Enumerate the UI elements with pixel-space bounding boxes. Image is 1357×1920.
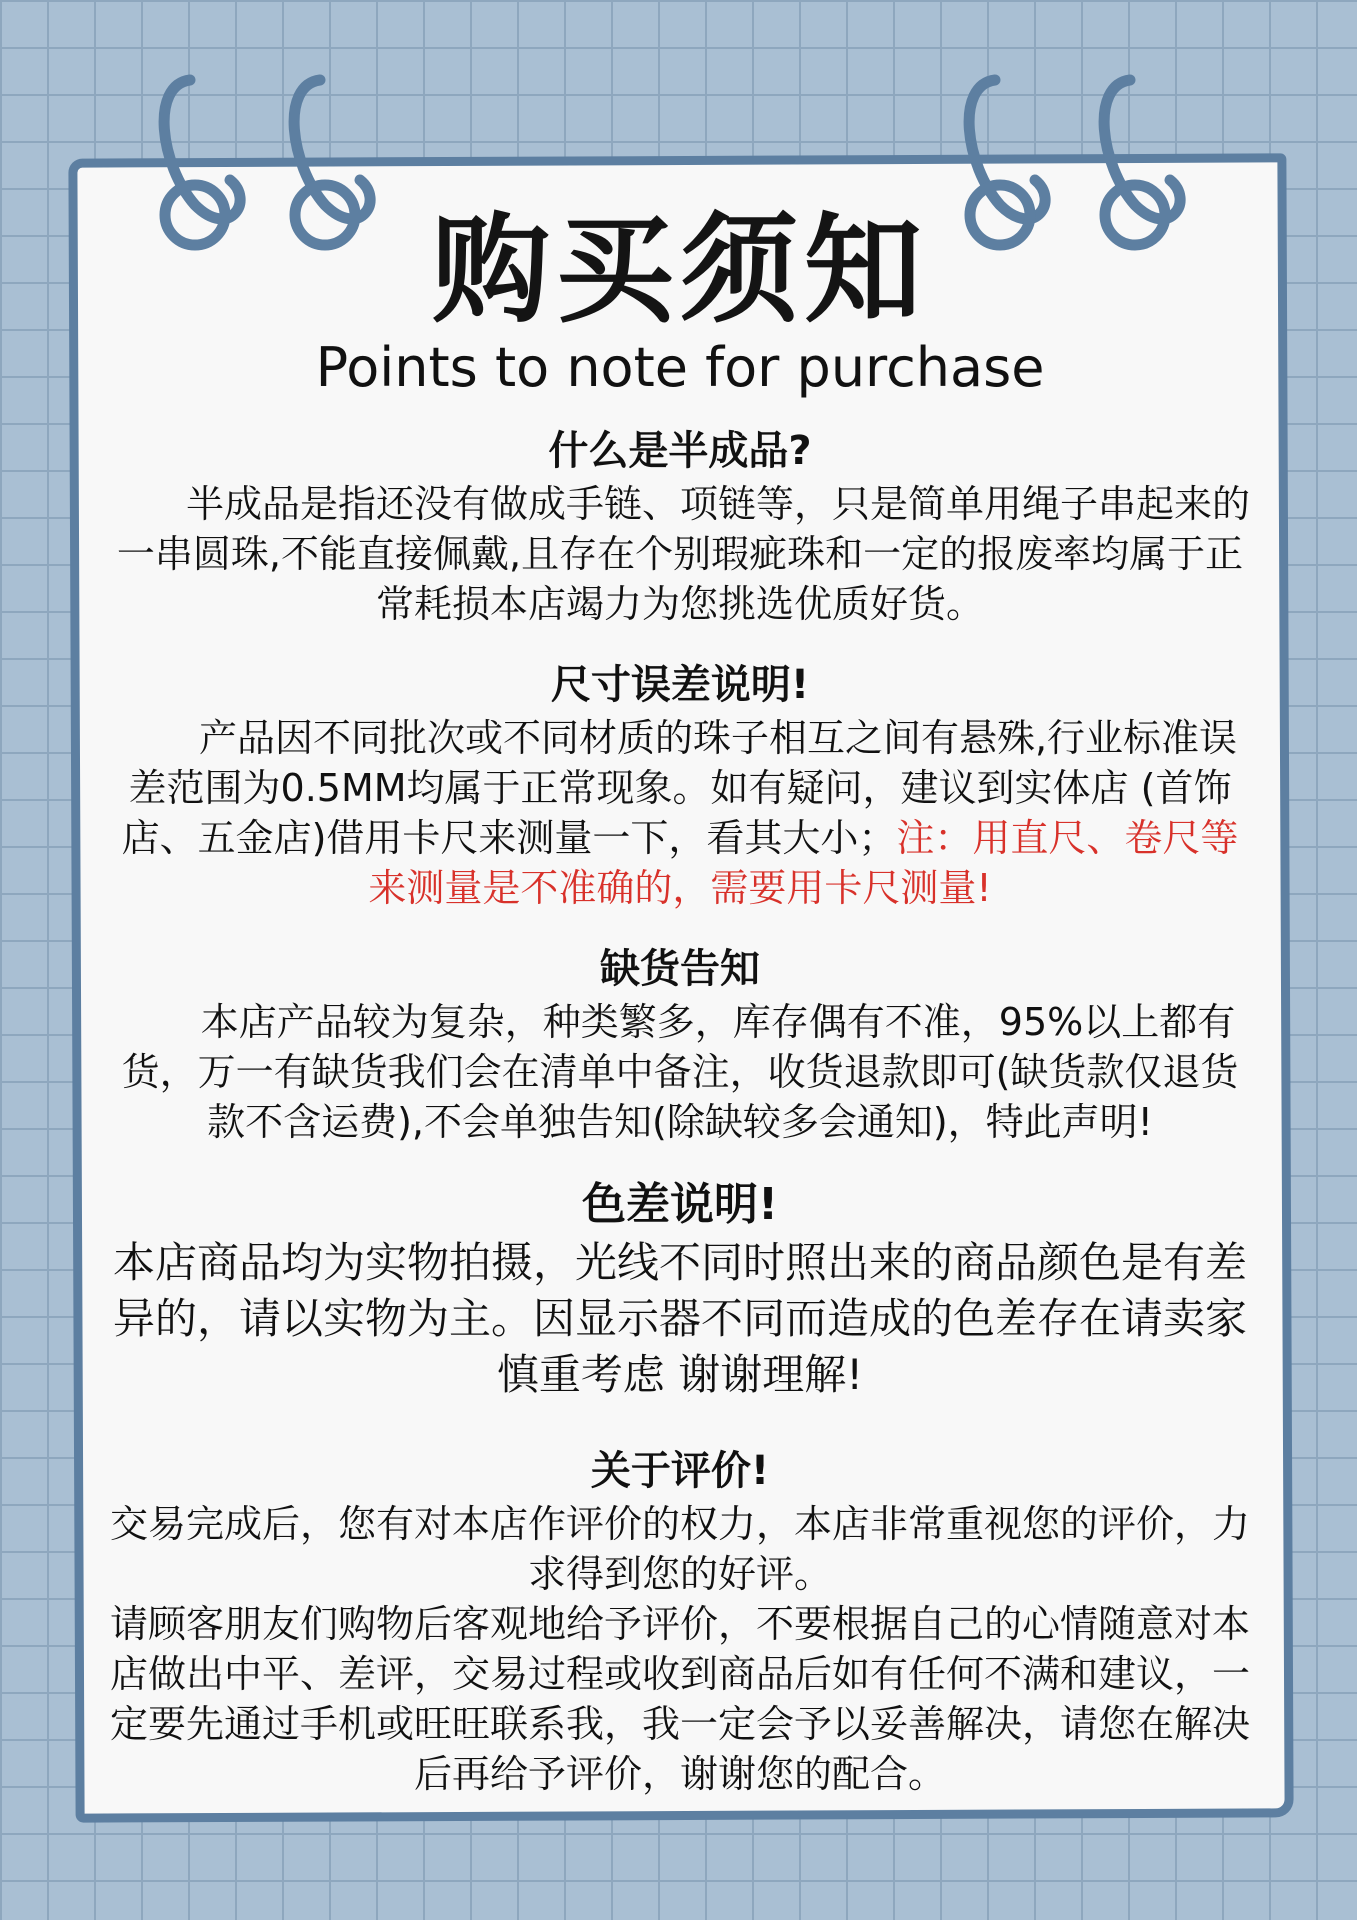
section-body	[104, 713, 1256, 913]
size-body-text: 产品因不同批次或不同材质的珠子相互之间有悬殊,行业标准误差范围为0.5MM均属于正常现象。如有疑问，建议到实体店 (首饰店、五金店)借用卡尺来测量一下，看其大小；	[121, 716, 1238, 860]
section-title: 色差说明!	[581, 1179, 779, 1230]
section-size-error	[80, 657, 1280, 913]
section-body: 本店商品均为实物拍摄，光线不同时照出来的商品颜色是有差异的，请以实物为主。因显示器不同而造成的色差存在请卖家慎重考虑 谢谢理解!	[112, 1238, 1247, 1399]
page-title: 购买须知	[431, 200, 928, 339]
section-title: 关于评价!	[590, 1448, 770, 1494]
section-body: 交易完成后，您有对本店作评价的权力，本店非常重视您的评价，力求得到您的好评。	[109, 1502, 1250, 1596]
section-color-difference	[80, 1175, 1280, 1403]
section-title: 什么是半成品?	[548, 428, 812, 474]
section-title: 尺寸误差说明!	[550, 662, 810, 708]
section-title: 缺货告知	[600, 946, 760, 992]
section-body: 半成品是指还没有做成手链、项链等，只是简单用绳子串起来的一串圆珠,不能直接佩戴,且存在个别瑕疵珠和一定的报废率均属于正常耗损本店竭力为您挑选优质好货。	[116, 482, 1250, 626]
section-body: 本店产品较为复杂，种类繁多，库存偶有不准，95%以上都有货，万一有缺货我们会在清单中备注，收货退款即可(缺货款仅退货款不含运费),不会单独告知(除缺较多会通知)，特此声明!	[121, 1000, 1239, 1144]
page-subtitle: Points to note for purchase	[315, 336, 1045, 399]
notice-content	[80, 200, 1280, 1799]
section-out-of-stock	[80, 941, 1280, 1147]
section-reviews	[80, 1443, 1280, 1799]
caliper-note: 注：用直尺、卷尺等来测量是不准确的，需要用卡尺测量!	[368, 816, 1239, 910]
section-body-2: 请顾客朋友们购物后客观地给予评价，不要根据自己的心情随意对本店做出中平、差评，交易过程或收到商品后如有任何不满和建议，一定要先通过手机或旺旺联系我，我一定会予以妥善解决，请您在解决后再给予评价，谢谢您的配合。	[109, 1602, 1250, 1796]
section-semi-finished	[80, 423, 1280, 629]
